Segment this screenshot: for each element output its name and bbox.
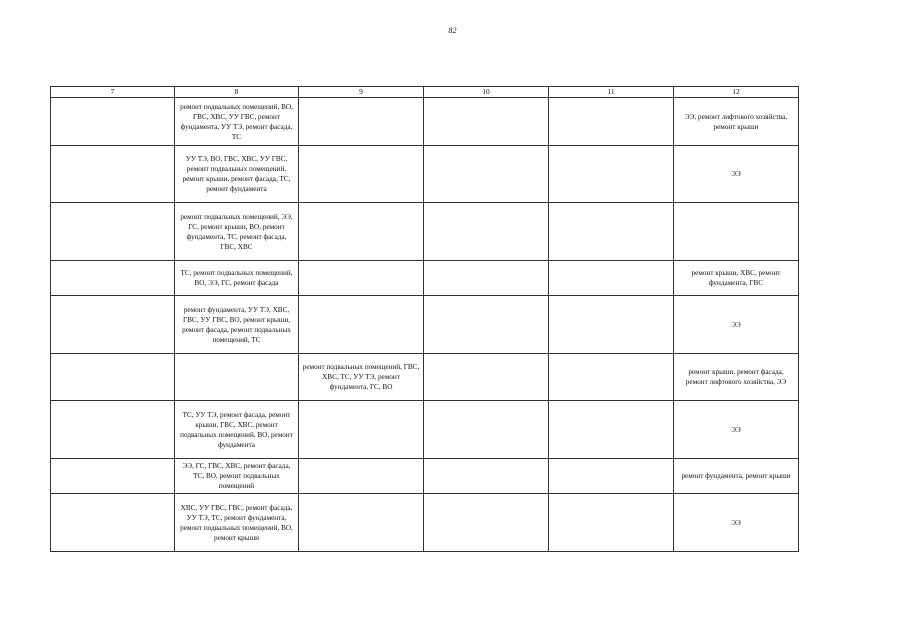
table-cell [424, 354, 549, 401]
table-row [51, 98, 799, 146]
table-cell [299, 261, 424, 296]
table-cell [549, 296, 674, 354]
table-cell [424, 146, 549, 203]
table-cell: ТС, УУ ТЭ, ремонт фасада, ремонт крыши, ГВС, ХВС, ремонт подвальных помещений, ВО, ремонт фундамента [175, 401, 299, 459]
table-cell: ремонт фундамента, ремонт крыши [674, 459, 799, 494]
column-header: 11 [549, 87, 674, 98]
table-row [51, 203, 799, 261]
work-schedule-table [50, 86, 799, 552]
table-cell: ремонт подвальных помещений, ЭЭ, ГС, ремонт крыши, ВО, ремонт фундамента, ТС, ремонт фасада, ГВС, ХВС [175, 203, 299, 261]
table-row [51, 146, 799, 203]
table-cell [299, 203, 424, 261]
table-cell: ЭЭ [674, 401, 799, 459]
table-cell [299, 459, 424, 494]
table-cell [51, 146, 175, 203]
table-cell [424, 459, 549, 494]
table-cell [51, 296, 175, 354]
column-header: 9 [299, 87, 424, 98]
table-cell: ремонт крыши, ХВС, ремонт фундамента, ГВС [674, 261, 799, 296]
table-cell [424, 296, 549, 354]
table-cell: ремонт подвальных помещений, ГВС, ХВС, ТС, УУ ТЭ, ремонт фундамента, ГС, ВО [299, 354, 424, 401]
table-cell: ЭЭ, ремонт лифтового хозяйства, ремонт крыши [674, 98, 799, 146]
table-cell [549, 401, 674, 459]
table-row [51, 354, 799, 401]
table-row [51, 296, 799, 354]
table-row [51, 459, 799, 494]
table-cell [51, 354, 175, 401]
table-cell [51, 401, 175, 459]
table-row [51, 261, 799, 296]
table-cell: ЭЭ [674, 494, 799, 552]
page-number: 82 [448, 26, 457, 35]
table-cell [549, 459, 674, 494]
table-row [51, 494, 799, 552]
table-cell: УУ ТЭ, ВО, ГВС, ХВС, УУ ГВС, ремонт подвальных помещений, ремонт крыши, ремонт фасада, ТС, ремонт фундамента [175, 146, 299, 203]
table-cell: ремонт фундамента, УУ ТЭ, ХВС, ГВС, УУ ГВС, ВО, ремонт крыши, ремонт фасада, ремонт подвальных помещений, ТС [175, 296, 299, 354]
table-cell [549, 354, 674, 401]
table-cell [424, 261, 549, 296]
table-cell [549, 203, 674, 261]
table-cell: ремонт крыши, ремонт фасада, ремонт лифтового хозяйства, ЭЭ [674, 354, 799, 401]
table-cell [175, 354, 299, 401]
table-cell [549, 261, 674, 296]
table-cell [51, 494, 175, 552]
table-row [51, 401, 799, 459]
table-cell [549, 146, 674, 203]
table-cell: ЭЭ, ГС, ГВС, ХВС, ремонт фасада, ТС, ВО, ремонт подвальных помещений [175, 459, 299, 494]
table-cell [424, 494, 549, 552]
column-header: 10 [424, 87, 549, 98]
table-cell [299, 401, 424, 459]
table-cell [51, 459, 175, 494]
table-cell [299, 494, 424, 552]
table-cell [51, 261, 175, 296]
column-header: 8 [175, 87, 299, 98]
table-cell [51, 203, 175, 261]
table-cell: ЭЭ [674, 296, 799, 354]
table-cell [299, 146, 424, 203]
table-cell [674, 203, 799, 261]
column-header: 12 [674, 87, 799, 98]
table-cell [424, 401, 549, 459]
table-cell [51, 98, 175, 146]
table-cell [424, 203, 549, 261]
table-header-row [51, 87, 799, 98]
table-cell [299, 98, 424, 146]
table-cell [299, 296, 424, 354]
table-cell [424, 98, 549, 146]
table-cell: ХВС, УУ ГВС, ГВС, ремонт фасада, УУ ТЭ, ТС, ремонт фундамента, ремонт подвальных помещений, ВО, ремонт крыши [175, 494, 299, 552]
table-cell: ремонт подвальных помещений, ВО, ГВС, ХВС, УУ ГВС, ремонт фундамента, УУ ТЭ, ремонт фасада, ТС [175, 98, 299, 146]
table-cell: ТС, ремонт подвальных помещений, ВО, ЭЭ, ГС, ремонт фасада [175, 261, 299, 296]
table-cell [549, 98, 674, 146]
column-header: 7 [51, 87, 175, 98]
table-cell: ЭЭ [674, 146, 799, 203]
table-cell [549, 494, 674, 552]
